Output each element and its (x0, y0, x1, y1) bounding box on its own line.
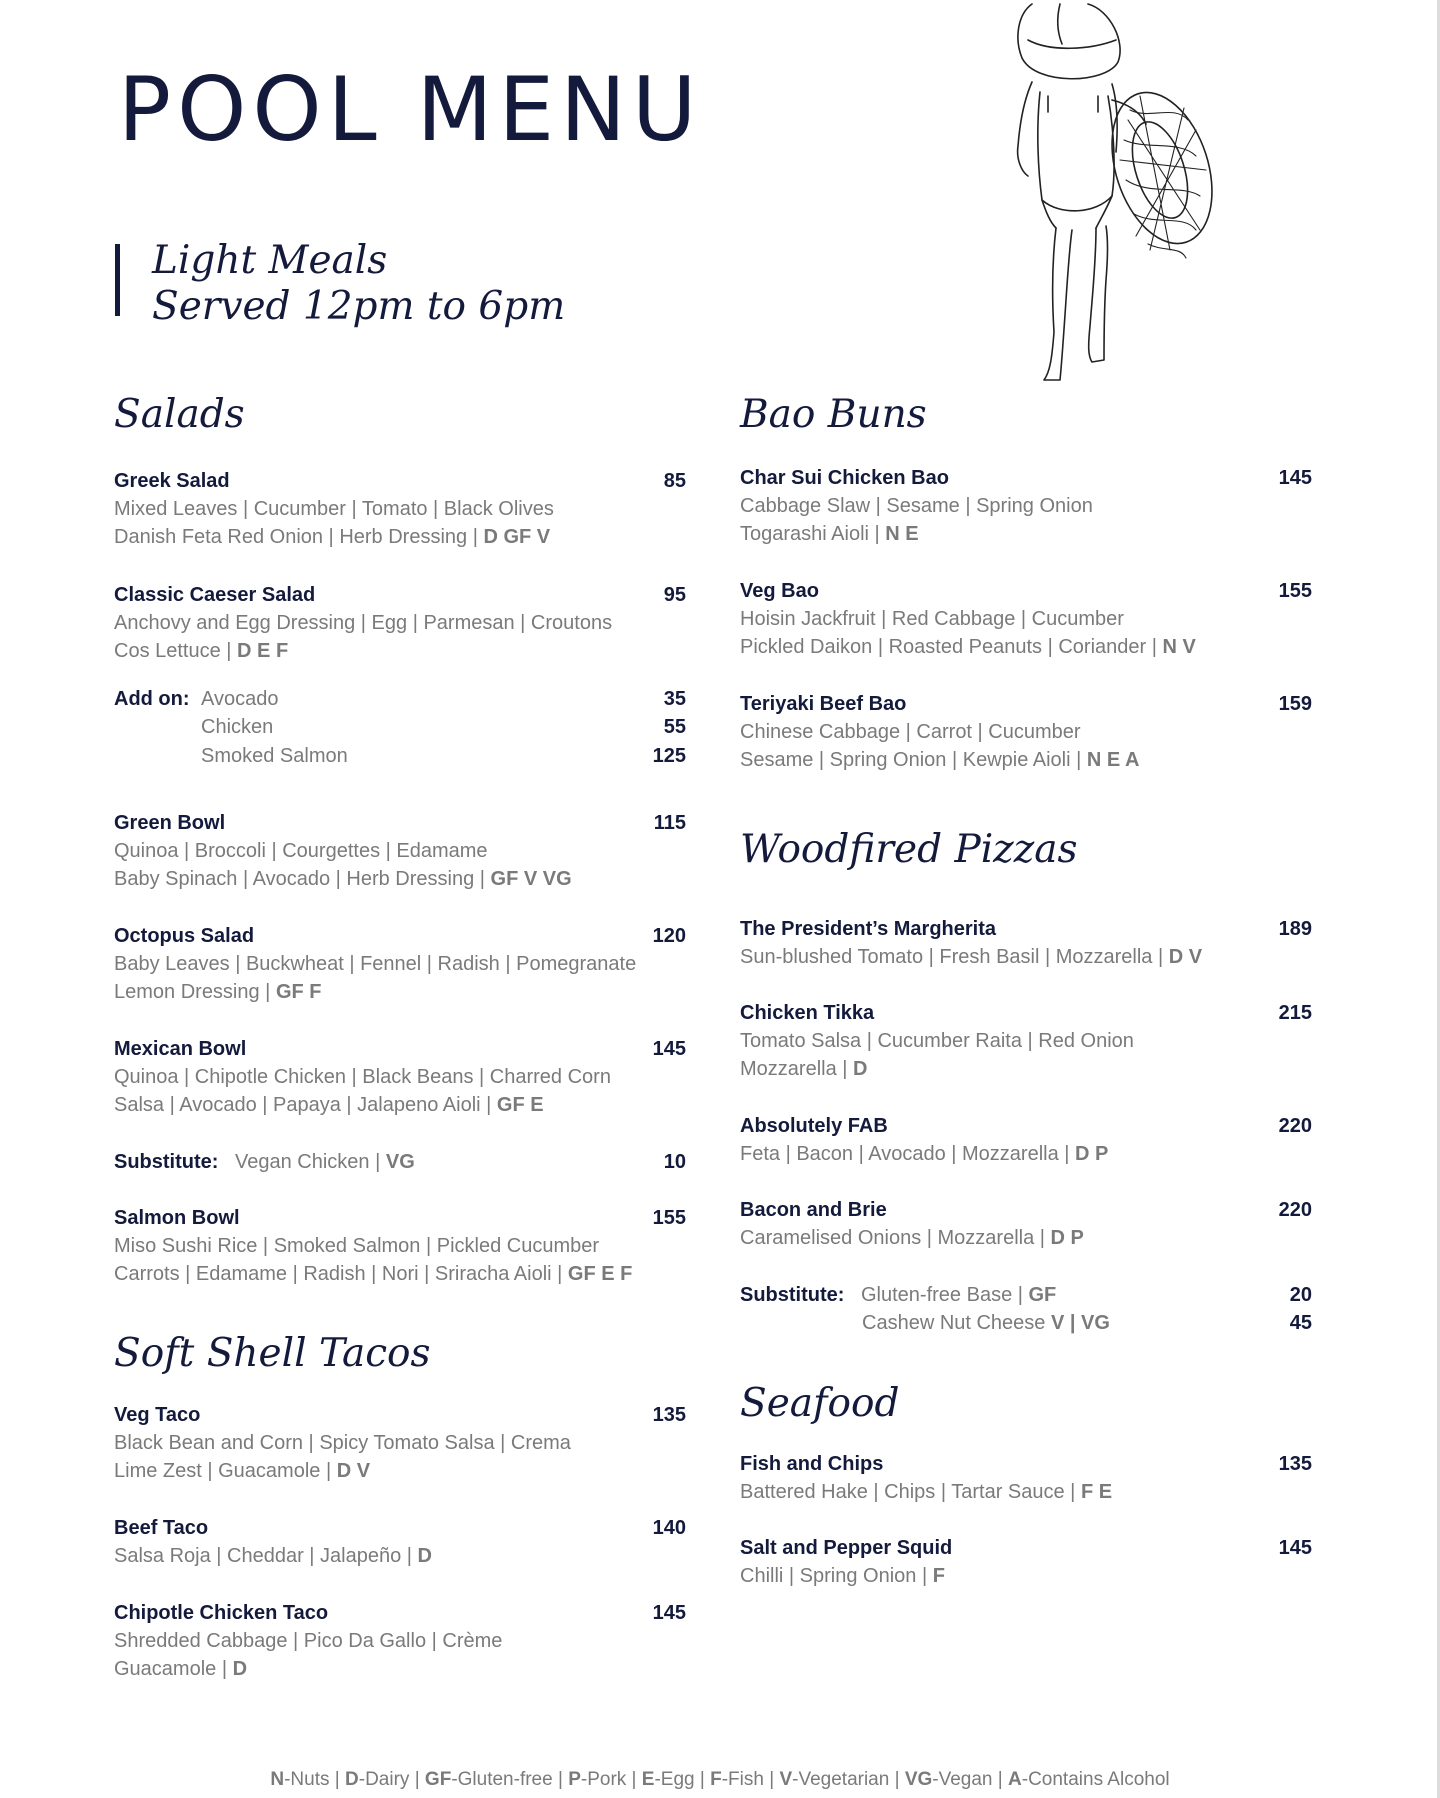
item-price: 85 (663, 470, 686, 492)
substitute-label: Substitute: (114, 1151, 219, 1173)
item-description: Togarashi Aioli | N E (740, 523, 919, 545)
item-price: 155 (652, 1207, 686, 1229)
dietary-tags: GF E (496, 1094, 544, 1116)
item-name: Classic Caeser Salad (114, 584, 316, 606)
menu-item-presidents-margherita (740, 915, 1312, 971)
legend-entry-gluten-free: GF-Gluten-free (424, 1769, 553, 1790)
legend-entry-nuts: N-Nuts (270, 1769, 330, 1790)
item-price: 189 (1278, 918, 1312, 940)
substitute-price: 45 (1289, 1312, 1312, 1334)
legend-separator: | (409, 1769, 425, 1790)
menu-item-bacon-and-brie (740, 1196, 1312, 1252)
item-description: Cabbage Slaw | Sesame | Spring Onion (740, 495, 1093, 517)
menu-item-salmon-bowl (114, 1204, 686, 1288)
item-description: Hoisin Jackfruit | Red Cabbage | Cucumber (740, 608, 1124, 630)
dietary-tags: GF V VG (490, 868, 572, 890)
section-title-salads: Salads (114, 392, 245, 437)
dietary-tags: D V (336, 1460, 371, 1482)
dietary-tags: N E A (1086, 749, 1140, 771)
legend-entry-vegetarian: V-Vegetarian (779, 1769, 890, 1790)
item-price: 120 (652, 925, 686, 947)
item-description: Cos Lettuce | D E F (114, 640, 289, 662)
legend-separator: | (329, 1769, 346, 1790)
item-price: 95 (663, 584, 686, 606)
add-on-option (114, 713, 686, 741)
substitute-label: Substitute: (740, 1284, 845, 1306)
menu-item-teriyaki-beef-bao (740, 690, 1312, 774)
page-title: POOL MENU (118, 58, 703, 161)
add-on-name: Chicken (201, 716, 274, 738)
item-description: Tomato Salsa | Cucumber Raita | Red Onion (740, 1030, 1134, 1052)
add-on-name: Smoked Salmon (201, 745, 348, 767)
dietary-tags: N V (1162, 636, 1196, 658)
item-description: Mixed Leaves | Cucumber | Tomato | Black Olives (114, 498, 554, 520)
dietary-tags: D P (1075, 1143, 1109, 1165)
menu-item-classic-caeser-salad (114, 581, 686, 665)
dietary-tags: GF F (275, 981, 322, 1003)
light-meals-heading (152, 238, 565, 330)
item-description: Lemon Dressing | GF F (114, 981, 322, 1003)
substitute-option: Vegan Chicken | VG (235, 1151, 415, 1173)
item-price: 220 (1278, 1115, 1312, 1137)
item-name: Char Sui Chicken Bao (740, 467, 949, 489)
item-name: Salmon Bowl (114, 1207, 240, 1229)
menu-item-veg-bao (740, 577, 1312, 661)
item-description: Guacamole | D (114, 1658, 248, 1680)
menu-item-green-bowl (114, 809, 686, 893)
legend-separator: | (552, 1769, 569, 1790)
item-name: Fish and Chips (740, 1453, 884, 1475)
item-description: Miso Sushi Rice | Smoked Salmon | Pickled Cucumber (114, 1235, 600, 1257)
item-description: Pickled Daikon | Roasted Peanuts | Coriander | N V (740, 636, 1196, 658)
dietary-tags: D V (1168, 946, 1203, 968)
section-title-bao-buns: Bao Buns (740, 392, 927, 437)
item-description: Shredded Cabbage | Pico Da Gallo | Crème (114, 1630, 503, 1652)
item-description: Black Bean and Corn | Spicy Tomato Salsa | Crema (114, 1432, 571, 1454)
legend-entry-alcohol: A-Contains Alcohol (1008, 1769, 1170, 1790)
item-description: Sun-blushed Tomato | Fresh Basil | Mozzarella | D V (740, 946, 1203, 968)
legend-entry-egg: E-Egg (641, 1769, 695, 1790)
menu-item-salt-and-pepper-squid (740, 1534, 1312, 1590)
item-price: 155 (1278, 580, 1312, 602)
legend-separator: | (889, 1769, 905, 1790)
light-meals-hours: Served 12pm to 6pm (152, 284, 566, 329)
item-name: The President’s Margherita (740, 918, 996, 940)
legend-entry-vegan: VG-Vegan (904, 1769, 993, 1790)
dietary-tags: D (232, 1658, 248, 1680)
item-price: 135 (652, 1404, 686, 1426)
light-meals-line1: Light Meals (152, 238, 388, 283)
item-name: Veg Taco (114, 1404, 201, 1426)
item-price: 215 (1278, 1002, 1312, 1024)
add-on-price: 35 (663, 688, 686, 710)
item-description: Anchovy and Egg Dressing | Egg | Parmesan | Croutons (114, 612, 613, 634)
add-on-name: Avocado (201, 688, 279, 710)
item-description: Carrots | Edamame | Radish | Nori | Sriracha Aioli | GF E F (114, 1263, 633, 1285)
item-name: Bacon and Brie (740, 1199, 887, 1221)
dietary-tags: GF (1028, 1284, 1057, 1306)
dietary-legend (0, 1767, 1440, 1793)
item-name: Chicken Tikka (740, 1002, 875, 1024)
item-description: Quinoa | Chipotle Chicken | Black Beans | Charred Corn (114, 1066, 611, 1088)
item-description: Danish Feta Red Onion | Herb Dressing | D GF V (114, 526, 551, 548)
legend-separator: | (694, 1769, 711, 1790)
item-description: Caramelised Onions | Mozzarella | D P (740, 1227, 1084, 1249)
dietary-tags: D P (1050, 1227, 1084, 1249)
item-description: Battered Hake | Chips | Tartar Sauce | F E (740, 1481, 1113, 1503)
light-meals-bar (115, 244, 120, 316)
item-description: Lime Zest | Guacamole | D V (114, 1460, 371, 1482)
item-price: 220 (1278, 1199, 1312, 1221)
item-name: Veg Bao (740, 580, 819, 602)
menu-item-chipotle-chicken-taco (114, 1599, 686, 1683)
item-name: Green Bowl (114, 812, 226, 834)
item-description: Chilli | Spring Onion | F (740, 1565, 945, 1587)
item-name: Salt and Pepper Squid (740, 1537, 953, 1559)
add-on-label: Add on: (114, 688, 190, 710)
item-price: 115 (653, 812, 686, 834)
menu-item-beef-taco (114, 1514, 686, 1570)
add-on-price: 55 (663, 716, 686, 738)
substitute-option (740, 1281, 1312, 1309)
salad-substitute (114, 1148, 686, 1176)
menu-item-chicken-tikka (740, 999, 1312, 1083)
substitute-name: Cashew Nut Cheese V | VG (862, 1312, 1110, 1334)
menu-item-absolutely-fab (740, 1112, 1312, 1168)
item-price: 140 (652, 1517, 686, 1539)
item-description: Quinoa | Broccoli | Courgettes | Edamame (114, 840, 488, 862)
child-with-swim-ring-sketch-icon (1000, 0, 1220, 385)
legend-entry-pork: P-Pork (568, 1769, 627, 1790)
legend-separator: | (626, 1769, 642, 1790)
substitute-price: 20 (1289, 1284, 1312, 1306)
item-name: Absolutely FAB (740, 1115, 888, 1137)
substitute-name: Gluten-free Base | GF (861, 1284, 1057, 1306)
legend-separator: | (763, 1769, 780, 1790)
item-description: Baby Spinach | Avocado | Herb Dressing | GF V VG (114, 868, 572, 890)
item-price: 145 (1278, 1537, 1312, 1559)
dietary-tags: D (417, 1545, 432, 1567)
item-description: Salsa Roja | Cheddar | Jalapeño | D (114, 1545, 432, 1567)
item-name: Mexican Bowl (114, 1038, 247, 1060)
salad-add-ons (114, 685, 686, 773)
add-on-price: 125 (652, 745, 686, 767)
pizza-substitute (740, 1281, 1312, 1337)
legend-separator: | (992, 1769, 1009, 1790)
add-on-option (114, 685, 686, 713)
dietary-tags: D (853, 1058, 868, 1080)
menu-item-greek-salad (114, 467, 686, 551)
menu-item-char-sui-chicken-bao (740, 464, 1312, 548)
dietary-tags: F E (1080, 1481, 1113, 1503)
item-name: Teriyaki Beef Bao (740, 693, 907, 715)
item-description: Feta | Bacon | Avocado | Mozzarella | D P (740, 1143, 1109, 1165)
item-description: Mozzarella | D (740, 1058, 868, 1080)
item-price: 145 (1278, 467, 1312, 489)
item-name: Greek Salad (114, 470, 230, 492)
legend-entry-dairy: D-Dairy (345, 1769, 410, 1790)
item-name: Chipotle Chicken Taco (114, 1602, 329, 1624)
section-title-woodfired-pizzas: Woodfired Pizzas (740, 827, 1078, 872)
section-title-seafood: Seafood (740, 1381, 900, 1426)
add-on-option (114, 742, 686, 770)
dietary-tags: VG (385, 1151, 415, 1173)
menu-item-mexican-bowl (114, 1035, 686, 1119)
substitute-price: 10 (663, 1151, 686, 1173)
item-description: Baby Leaves | Buckwheat | Fennel | Radish | Pomegranate (114, 953, 637, 975)
menu-item-veg-taco (114, 1401, 686, 1485)
menu-item-octopus-salad (114, 922, 686, 1006)
item-description: Chinese Cabbage | Carrot | Cucumber (740, 721, 1081, 743)
substitute-option (740, 1309, 1312, 1337)
item-description: Salsa | Avocado | Papaya | Jalapeno Aioli | GF E (114, 1094, 544, 1116)
item-price: 135 (1278, 1453, 1312, 1475)
section-title-soft-shell-tacos: Soft Shell Tacos (114, 1331, 431, 1376)
dietary-tags: N E (885, 523, 919, 545)
item-price: 145 (652, 1038, 686, 1060)
dietary-tags: GF E F (567, 1263, 633, 1285)
dietary-tags: V | VG (1050, 1312, 1110, 1334)
dietary-tags: D E F (237, 640, 289, 662)
item-name: Octopus Salad (114, 925, 255, 947)
item-price: 159 (1278, 693, 1312, 715)
legend-entry-fish: F-Fish (710, 1769, 764, 1790)
item-name: Beef Taco (114, 1517, 209, 1539)
dietary-tags: F (932, 1565, 945, 1587)
dietary-tags: D GF V (483, 526, 551, 548)
menu-item-fish-and-chips (740, 1450, 1312, 1506)
item-description: Sesame | Spring Onion | Kewpie Aioli | N E A (740, 749, 1140, 771)
item-price: 145 (652, 1602, 686, 1624)
